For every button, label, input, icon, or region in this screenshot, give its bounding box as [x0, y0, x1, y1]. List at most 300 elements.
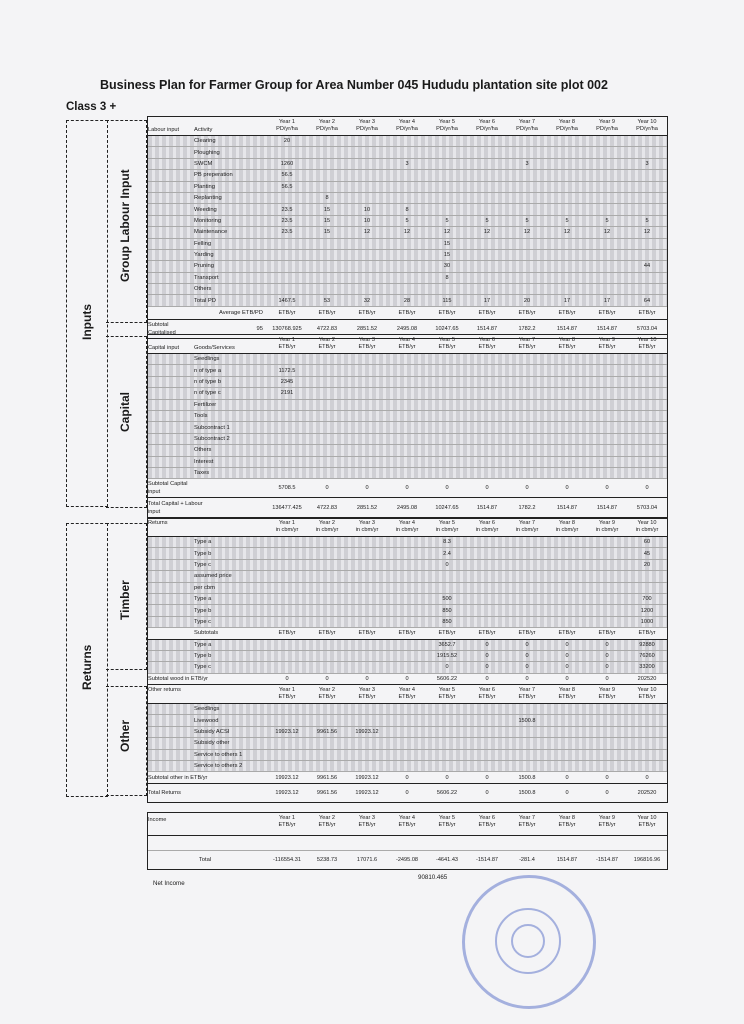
timber-value: 8.3	[443, 539, 451, 546]
year-header	[347, 335, 387, 353]
other-value: 1500.8	[518, 717, 536, 724]
year-label: Year 10	[637, 815, 657, 821]
year-label: Year 2	[319, 337, 335, 343]
other-total-row	[148, 784, 667, 802]
other-total-value: 0	[605, 789, 609, 796]
labour-value: 17	[483, 297, 491, 304]
income-total-value: -1514.87	[475, 857, 499, 863]
labour-row	[148, 170, 667, 181]
income-total-label: Total	[198, 857, 212, 863]
timber-subtotal-row	[148, 662, 667, 673]
timber-subtotal-unit: ETB/yr	[478, 630, 496, 637]
timber-subtotal-row	[148, 640, 667, 651]
year-unit: ETB/yr	[518, 344, 536, 350]
labour-subtotal-value: 5703.04	[636, 325, 658, 332]
year-header	[267, 335, 307, 353]
year-unit: in cbm/yr	[635, 527, 659, 533]
timber-sub-value: 92880	[639, 641, 655, 648]
year-label: Year 3	[359, 119, 375, 125]
timber-row	[148, 571, 667, 582]
labour-value: 12	[403, 229, 411, 236]
year-unit: PD/yr/ha	[396, 126, 418, 132]
year-label: Year 5	[439, 815, 455, 821]
labour-row	[148, 273, 667, 284]
year-header	[347, 685, 387, 703]
capital-total-value: 10247.65	[435, 505, 459, 512]
labour-value: 1260	[280, 160, 294, 167]
other-label: Livewood	[194, 717, 219, 724]
year-header	[387, 518, 427, 536]
year-header	[387, 813, 427, 835]
other-total-value: 0	[485, 789, 489, 796]
other-label: Subsidy ACSI	[194, 728, 230, 735]
year-label: Year 5	[439, 520, 455, 526]
timber-row	[148, 537, 667, 548]
other-row	[148, 704, 667, 715]
year-unit: in cbm/yr	[275, 527, 299, 533]
timber-value: 850	[442, 607, 452, 614]
labour-label: Maintenance	[194, 229, 228, 236]
labour-row	[148, 147, 667, 158]
labour-label: PB preperation	[194, 172, 233, 179]
timber-sub-value: 0	[565, 664, 569, 671]
year-header	[467, 335, 507, 353]
other-subtotal-value: 19923.12	[275, 774, 299, 781]
income-total-value: 1514.87	[556, 857, 578, 863]
year-label: Year 5	[439, 687, 455, 693]
timber-header-col0: Returns	[148, 520, 168, 526]
official-stamp	[462, 875, 596, 1009]
year-header	[627, 685, 667, 703]
year-label: Year 4	[399, 520, 415, 526]
labour-header-col0: Labour input	[148, 127, 180, 133]
other-subtotal-value: 0	[565, 774, 569, 781]
timber-label: Type c	[194, 561, 212, 568]
year-label: Year 4	[399, 815, 415, 821]
labour-value: 3	[645, 160, 649, 167]
year-label: Year 7	[519, 520, 535, 526]
year-header	[427, 813, 467, 835]
timber-subtotals-label: Subtotals	[194, 630, 219, 637]
labour-row	[148, 239, 667, 250]
year-unit: ETB/yr	[398, 694, 416, 700]
labour-subtotal-value: 1782.2	[518, 325, 536, 332]
capital-label: n of type a	[194, 367, 222, 374]
other-value: 19923.12	[275, 728, 299, 735]
capital-total-value: 2851.52	[356, 505, 378, 512]
capital-label: n of type b	[194, 378, 222, 385]
year-label: Year 10	[637, 337, 657, 343]
labour-row	[148, 227, 667, 238]
year-unit: in cbm/yr	[315, 527, 339, 533]
year-header	[507, 117, 547, 135]
other-subtotal-value: 9961.56	[316, 774, 338, 781]
year-unit: ETB/yr	[558, 344, 576, 350]
labour-value: 5	[405, 217, 409, 224]
capital-subtotal-value: 0	[365, 485, 369, 492]
capital-row	[148, 434, 667, 445]
labour-row	[148, 284, 667, 295]
other-row	[148, 715, 667, 726]
capital-total-value: 1514.87	[596, 505, 618, 512]
year-header	[307, 335, 347, 353]
capital-label: Subcontract 2	[194, 435, 230, 442]
year-unit: ETB/yr	[518, 694, 536, 700]
labour-value: 64	[643, 297, 651, 304]
year-header	[427, 117, 467, 135]
labour-average-unit: ETB/yr	[438, 309, 456, 316]
timber-row	[148, 583, 667, 594]
year-label: Year 9	[599, 119, 615, 125]
labour-label: Clearing	[194, 138, 216, 145]
capital-total-value: 4722.83	[316, 505, 338, 512]
other-label: Other	[118, 719, 132, 752]
timber-value: 1000	[640, 618, 654, 625]
year-label: Year 10	[637, 119, 657, 125]
labour-value: 15	[443, 240, 451, 247]
other-subtotal-value: 0	[405, 774, 409, 781]
year-header	[507, 335, 547, 353]
labour-label: Others	[194, 286, 212, 293]
year-unit: ETB/yr	[598, 694, 616, 700]
other-table	[147, 684, 668, 803]
labour-average-unit: ETB/yr	[638, 309, 656, 316]
timber-subtotal-unit: ETB/yr	[278, 630, 296, 637]
timber-value: 850	[442, 618, 452, 625]
labour-value: 10	[363, 217, 371, 224]
labour-row	[148, 216, 667, 227]
timber-subtotal-value: 202520	[637, 675, 657, 682]
labour-subtotal-value: 1514.87	[556, 325, 578, 332]
labour-subtotal-value: 1514.87	[476, 325, 498, 332]
labour-value: 3	[525, 160, 529, 167]
labour-subtotal-label: Subtotal Capitalised	[148, 321, 176, 336]
year-unit: ETB/yr	[318, 344, 336, 350]
year-label: Year 6	[479, 815, 495, 821]
capital-total-value: 136477.425	[272, 505, 302, 512]
timber-value: 20	[643, 561, 651, 568]
timber-table	[147, 517, 668, 685]
other-total-value: 9961.56	[316, 789, 338, 796]
other-subtotal-value: 0	[605, 774, 609, 781]
year-label: Year 1	[279, 520, 295, 526]
labour-average-unit: ETB/yr	[478, 309, 496, 316]
year-label: Year 3	[359, 687, 375, 693]
labour-average-unit: ETB/yr	[318, 309, 336, 316]
timber-row	[148, 548, 667, 559]
timber-row	[148, 617, 667, 628]
income-total-value: -4641.43	[435, 857, 459, 863]
labour-label: SWCM	[194, 160, 213, 167]
labour-label: Transport	[194, 274, 219, 281]
labour-value: 15	[443, 252, 451, 259]
year-header	[427, 335, 467, 353]
income-total-row	[148, 851, 667, 869]
timber-sub-value: 3652.7	[438, 641, 456, 648]
capital-row	[148, 422, 667, 433]
timber-subtotal-row	[148, 651, 667, 662]
income-header-col0: Income	[148, 817, 167, 823]
income-total-value: -116554.31	[273, 857, 301, 863]
labour-value: 12	[443, 229, 451, 236]
other-label: Service to others 1	[194, 751, 243, 758]
capital-value: 2191	[280, 390, 294, 397]
year-unit: ETB/yr	[358, 344, 376, 350]
page-title: Business Plan for Farmer Group for Area Number 045 Hududu plantation site plot 002	[100, 78, 608, 92]
capital-label: Subcontract 1	[194, 424, 230, 431]
other-total-value: 0	[405, 789, 409, 796]
other-header	[148, 685, 667, 704]
timber-sub-value: 0	[605, 641, 609, 648]
year-label: Year 9	[599, 337, 615, 343]
year-header	[427, 518, 467, 536]
timber-label: Type b	[194, 550, 212, 557]
labour-value: 5	[485, 217, 489, 224]
income-total-value: 17071.6	[356, 857, 378, 863]
year-unit: PD/yr/ha	[476, 126, 498, 132]
timber-subtotal-value: 0	[285, 675, 289, 682]
timber-subtotal-value: 0	[565, 675, 569, 682]
capital-label: Fertilizer	[194, 401, 217, 408]
year-unit: ETB/yr	[318, 694, 336, 700]
capital-row	[148, 400, 667, 411]
year-header	[467, 117, 507, 135]
labour-value: 1467.5	[278, 297, 296, 304]
labour-table	[147, 116, 668, 339]
capital-header-col0: Capital input	[148, 345, 180, 351]
labour-average-unit: ETB/yr	[398, 309, 416, 316]
capital-value: 1172.5	[278, 367, 296, 374]
year-header	[267, 117, 307, 135]
capital-subtotal-value: 0	[445, 485, 449, 492]
labour-value: 28	[403, 297, 411, 304]
labour-value: 8	[325, 195, 329, 202]
labour-subtotal-value: 1514.87	[596, 325, 618, 332]
year-label: Year 3	[359, 815, 375, 821]
capital-row	[148, 457, 667, 468]
year-header	[467, 518, 507, 536]
capital-subtotal-value: 0	[525, 485, 529, 492]
timber-subtotal-unit: ETB/yr	[398, 630, 416, 637]
labour-average-label: Average ETB/PD	[218, 309, 263, 316]
capital-subtotal-label: Subtotal Capital input	[148, 481, 188, 496]
year-label: Year 1	[279, 687, 295, 693]
timber-value: 60	[643, 539, 651, 546]
timber-subtotal-unit: ETB/yr	[558, 630, 576, 637]
capital-total-label: Total Capital + Labour input	[148, 501, 203, 516]
year-label: Year 2	[319, 687, 335, 693]
year-label: Year 9	[599, 687, 615, 693]
labour-value: 15	[323, 229, 331, 236]
year-header	[507, 813, 547, 835]
year-label: Year 7	[519, 119, 535, 125]
capital-header-col1: Goods/Services	[194, 345, 235, 351]
year-header	[627, 813, 667, 835]
timber-subtotal-unit: ETB/yr	[518, 630, 536, 637]
other-row	[148, 738, 667, 749]
year-label: Year 4	[399, 687, 415, 693]
year-label: Year 5	[439, 337, 455, 343]
capital-label: Others	[194, 447, 212, 454]
year-label: Year 7	[519, 815, 535, 821]
timber-label: Timber	[118, 580, 132, 620]
labour-value: 23.5	[281, 206, 293, 213]
year-unit: ETB/yr	[478, 694, 496, 700]
capital-label: Interest	[194, 458, 214, 465]
capital-total-value: 1514.87	[476, 505, 498, 512]
year-header	[587, 813, 627, 835]
labour-average-unit: ETB/yr	[518, 309, 536, 316]
timber-label: Type c	[194, 618, 212, 625]
year-header	[307, 518, 347, 536]
labour-label: Yarding	[194, 252, 214, 259]
year-label: Year 2	[319, 520, 335, 526]
timber-sub-value: 76260	[639, 653, 655, 660]
timber-subtotal-value: 0	[325, 675, 329, 682]
labour-row	[148, 295, 667, 306]
year-header	[267, 685, 307, 703]
year-label: Year 7	[519, 337, 535, 343]
labour-label: Pruning	[194, 263, 214, 270]
timber-label: Type b	[194, 607, 212, 614]
labour-label: Total PD	[194, 297, 216, 304]
timber-label: Type a	[194, 539, 212, 546]
timber-subtotal-unit: ETB/yr	[438, 630, 456, 637]
labour-value: 15	[323, 206, 331, 213]
year-header	[587, 117, 627, 135]
labour-value: 5	[605, 217, 609, 224]
year-label: Year 3	[359, 520, 375, 526]
year-header	[627, 335, 667, 353]
year-header	[627, 518, 667, 536]
other-subtotal-row	[148, 772, 667, 783]
year-header	[547, 335, 587, 353]
income-total-value: -281.4	[519, 857, 535, 863]
capital-row	[148, 411, 667, 422]
timber-sub-label: Type a	[194, 641, 212, 648]
year-unit: PD/yr/ha	[636, 126, 658, 132]
year-unit: ETB/yr	[518, 822, 536, 828]
year-label: Year 2	[319, 119, 335, 125]
labour-subtotal-value: 4722.83	[316, 325, 338, 332]
labour-value: 56.5	[281, 183, 293, 190]
year-unit: in cbm/yr	[475, 527, 499, 533]
year-unit: ETB/yr	[638, 344, 656, 350]
labour-value: 10	[363, 206, 371, 213]
capital-subtotal-value: 0	[325, 485, 329, 492]
year-unit: ETB/yr	[558, 822, 576, 828]
labour-value: 12	[563, 229, 571, 236]
timber-sub-value: 0	[485, 653, 489, 660]
year-unit: PD/yr/ha	[596, 126, 618, 132]
other-label: Subsidy other	[194, 740, 230, 747]
year-label: Year 9	[599, 815, 615, 821]
labour-row	[148, 136, 667, 147]
timber-subtotals-row	[148, 628, 667, 639]
labour-label: Replanting	[194, 195, 222, 202]
income-total-value: -2495.08	[395, 857, 419, 863]
year-header	[467, 685, 507, 703]
year-unit: PD/yr/ha	[516, 126, 538, 132]
capital-row	[148, 354, 667, 365]
year-unit: ETB/yr	[478, 822, 496, 828]
income-table	[147, 812, 668, 870]
year-unit: PD/yr/ha	[276, 126, 298, 132]
year-label: Year 8	[559, 687, 575, 693]
labour-value: 17	[603, 297, 611, 304]
labour-subtotal-value: 10247.65	[435, 325, 459, 332]
year-unit: ETB/yr	[438, 344, 456, 350]
timber-subtotal-unit: ETB/yr	[318, 630, 336, 637]
labour-subtotal-value: 2495.08	[396, 325, 418, 332]
year-unit: ETB/yr	[358, 822, 376, 828]
timber-sub-value: 0	[565, 653, 569, 660]
timber-sub-value: 0	[605, 653, 609, 660]
labour-subtotal-rate: 95	[256, 325, 263, 332]
labour-value: 23.5	[281, 217, 293, 224]
timber-subtotal-value: 0	[605, 675, 609, 682]
year-header	[587, 518, 627, 536]
year-unit: ETB/yr	[278, 822, 296, 828]
timber-sub-value: 1915.52	[436, 653, 458, 660]
year-header	[307, 685, 347, 703]
labour-value: 5	[645, 217, 649, 224]
year-unit: ETB/yr	[558, 694, 576, 700]
labour-value: 44	[643, 263, 651, 270]
labour-value: 5	[445, 217, 449, 224]
year-header	[347, 117, 387, 135]
other-total-value: 1500.8	[518, 789, 536, 796]
capital-subtotal-value: 0	[485, 485, 489, 492]
year-label: Year 5	[439, 119, 455, 125]
year-header	[547, 117, 587, 135]
timber-sub-value: 0	[525, 641, 529, 648]
year-unit: ETB/yr	[278, 694, 296, 700]
timber-subtotal-value: 0	[365, 675, 369, 682]
labour-label: Planting	[194, 183, 215, 190]
labour-value: 17	[563, 297, 571, 304]
timber-sub-label: Type b	[194, 653, 212, 660]
timber-value: 500	[442, 596, 452, 603]
other-value: 9961.56	[316, 728, 338, 735]
income-total-value: -1514.87	[595, 857, 619, 863]
year-header	[347, 518, 387, 536]
labour-value: 12	[643, 229, 651, 236]
year-unit: ETB/yr	[398, 822, 416, 828]
capital-subtotal-value: 0	[605, 485, 609, 492]
labour-value: 30	[443, 263, 451, 270]
year-unit: ETB/yr	[398, 344, 416, 350]
labour-value: 53	[323, 297, 331, 304]
timber-subtotal-value: 0	[405, 675, 409, 682]
capital-subtotal-value: 0	[565, 485, 569, 492]
labour-label: Ploughing	[194, 149, 220, 156]
labour-row	[148, 193, 667, 204]
year-header	[467, 813, 507, 835]
labour-value: 32	[363, 297, 371, 304]
year-header	[387, 117, 427, 135]
year-header	[307, 117, 347, 135]
capital-subtotal-value: 0	[645, 485, 649, 492]
year-unit: PD/yr/ha	[356, 126, 378, 132]
year-header	[587, 335, 627, 353]
year-header	[307, 813, 347, 835]
capital-total-row	[148, 498, 667, 518]
year-unit: in cbm/yr	[595, 527, 619, 533]
year-label: Year 6	[479, 337, 495, 343]
timber-sub-value: 0	[525, 664, 529, 671]
year-unit: ETB/yr	[638, 694, 656, 700]
